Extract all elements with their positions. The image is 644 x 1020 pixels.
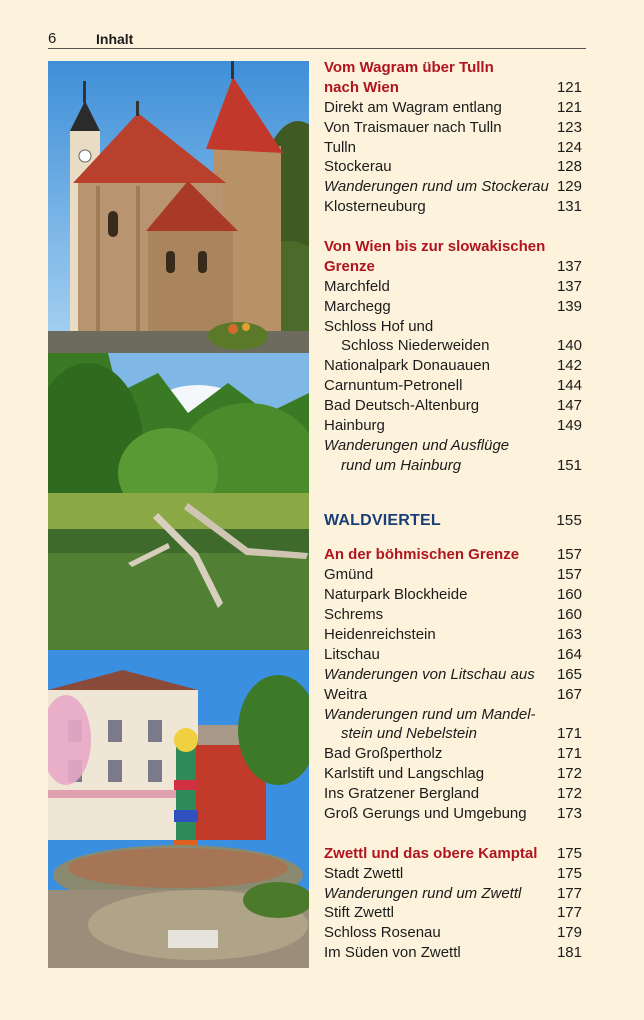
toc-page-number: 147: [556, 397, 582, 415]
toc-page-number: 155: [556, 511, 582, 529]
toc-entry[interactable]: [324, 903, 582, 923]
toc-entry[interactable]: [324, 585, 582, 605]
toc-heading[interactable]: [324, 237, 582, 257]
toc-entry[interactable]: [324, 764, 582, 784]
toc-entry[interactable]: [324, 98, 582, 118]
toc-page-number: 149: [556, 417, 582, 435]
toc-entry-label: An der böhmischen Grenze: [324, 546, 520, 564]
toc-page-number: 151: [556, 456, 582, 474]
toc-entry-label: Schloss Hof und: [324, 317, 434, 335]
toc-entry[interactable]: [324, 456, 582, 476]
toc-entry-label: Von Wien bis zur slowakischen: [324, 238, 546, 256]
toc-entry-label: Stadt Zwettl: [324, 864, 404, 882]
toc-entry-label: Tulln: [324, 138, 356, 156]
toc-page-number: 160: [556, 586, 582, 604]
toc-entry[interactable]: [324, 724, 582, 744]
toc-page-number: 137: [556, 277, 582, 295]
toc-entry[interactable]: [324, 118, 582, 138]
toc-region-heading[interactable]: [324, 506, 582, 535]
toc-page-number: 165: [556, 665, 582, 683]
toc-entry-label: rund um Hainburg: [341, 456, 462, 474]
church-photo: [48, 61, 309, 353]
toc-page-number: 129: [556, 178, 582, 196]
toc-page-number: 172: [556, 765, 582, 783]
toc-entry[interactable]: [324, 943, 582, 963]
toc-page-number: 164: [556, 645, 582, 663]
toc-entry-label: Grenze: [324, 257, 375, 275]
toc-entry[interactable]: [324, 436, 582, 456]
page-number: 6: [48, 30, 57, 47]
toc-page-number: 139: [556, 297, 582, 315]
toc-entry-label: stein und Nebelstein: [341, 725, 477, 743]
section-title: Inhalt: [96, 31, 134, 47]
toc-entry-label: Schloss Rosenau: [324, 924, 441, 942]
toc-entry[interactable]: [324, 317, 582, 337]
toc-entry-label: Vom Wagram über Tulln: [324, 59, 494, 76]
toc-entry-label: Stift Zwettl: [324, 904, 395, 922]
page-header: [48, 30, 586, 49]
toc-entry[interactable]: [324, 665, 582, 685]
toc-entry[interactable]: [324, 784, 582, 804]
toc-entry[interactable]: [324, 197, 582, 217]
toc-page-number: 171: [556, 745, 582, 763]
toc-entry-label: Klosterneuburg: [324, 198, 426, 216]
toc-entry-label: Von Traismauer nach Tulln: [324, 118, 502, 136]
toc-page-number: 121: [556, 78, 582, 96]
toc-page-number: 181: [556, 944, 582, 962]
toc-page-number: 123: [556, 118, 582, 136]
toc-page-number: 140: [556, 337, 582, 355]
toc-entry-label: Heidenreichstein: [324, 625, 436, 643]
toc-entry[interactable]: [324, 645, 582, 665]
toc-entry[interactable]: [324, 138, 582, 158]
toc-page-number: 173: [556, 804, 582, 822]
toc-entry[interactable]: [324, 177, 582, 197]
toc-entry[interactable]: [324, 884, 582, 904]
toc-entry[interactable]: [324, 705, 582, 725]
toc-entry[interactable]: [324, 157, 582, 177]
toc-page-number: 163: [556, 625, 582, 643]
toc-entry-label: Gmünd: [324, 566, 374, 584]
table-of-contents: [324, 58, 582, 963]
toc-entry-label: Naturpark Blockheide: [324, 586, 468, 604]
toc-heading[interactable]: [324, 844, 582, 864]
toc-page-number: 157: [556, 546, 582, 564]
toc-entry[interactable]: [324, 565, 582, 585]
toc-entry-label: Schrems: [324, 606, 384, 624]
toc-entry[interactable]: [324, 864, 582, 884]
toc-page-number: 121: [556, 98, 582, 116]
toc-entry[interactable]: [324, 277, 582, 297]
toc-page-number: 142: [556, 357, 582, 375]
toc-entry[interactable]: [324, 923, 582, 943]
toc-entry-label: Litschau: [324, 645, 380, 663]
toc-heading[interactable]: [324, 58, 582, 78]
toc-page-number: 144: [556, 377, 582, 395]
toc-page-number: 171: [556, 725, 582, 743]
toc-entry-label: Weitra: [324, 685, 368, 703]
toc-entry[interactable]: [324, 804, 582, 824]
toc-entry-label: Bad Deutsch-Altenburg: [324, 397, 480, 415]
toc-entry-label: Karlstift und Langschlag: [324, 765, 485, 783]
toc-entry-label: Schloss Niederweiden: [341, 337, 490, 355]
toc-page-number: 177: [556, 904, 582, 922]
toc-entry-label: Wanderungen rund um Mandel-: [324, 705, 536, 723]
toc-page-number: 172: [556, 785, 582, 803]
toc-page-number: 167: [556, 685, 582, 703]
toc-entry[interactable]: [324, 416, 582, 436]
toc-entry-label: Wanderungen rund um Zwettl: [324, 884, 522, 902]
toc-entry-label: Marchfeld: [324, 277, 390, 295]
toc-entry-label: Groß Gerungs und Umgebung: [324, 804, 527, 822]
toc-entry[interactable]: [324, 356, 582, 376]
toc-entry-label: Im Süden von Zwettl: [324, 944, 461, 962]
toc-entry[interactable]: [324, 744, 582, 764]
toc-page-number: 179: [556, 924, 582, 942]
toc-page-number: 175: [556, 844, 582, 862]
toc-entry-label: Direkt am Wagram entlang: [324, 98, 502, 116]
toc-heading[interactable]: [324, 78, 582, 98]
toc-entry-label: Wanderungen von Litschau aus: [324, 665, 535, 683]
toc-entry[interactable]: [324, 605, 582, 625]
toc-entry-label: Stockerau: [324, 158, 392, 176]
toc-heading[interactable]: [324, 257, 582, 277]
toc-page-number: 131: [556, 198, 582, 216]
toc-entry[interactable]: [324, 297, 582, 317]
riverside-forest-photo: [48, 353, 309, 650]
toc-entry-label: Bad Großpertholz: [324, 745, 443, 763]
toc-heading[interactable]: [324, 545, 582, 565]
toc-entry-label: Hainburg: [324, 417, 385, 435]
toc-entry-label: Wanderungen und Ausflüge: [324, 436, 510, 454]
toc-page-number: 137: [556, 257, 582, 275]
toc-entry-label: WALDVIERTEL: [324, 511, 441, 529]
toc-entry[interactable]: [324, 685, 582, 705]
toc-page-number: 128: [556, 158, 582, 176]
hundertwasser-fountain-photo: [48, 650, 309, 968]
toc-entry[interactable]: [324, 625, 582, 645]
toc-entry-label: Carnuntum-Petronell: [324, 377, 463, 395]
toc-entry-label: Ins Gratzener Bergland: [324, 785, 480, 803]
toc-entry[interactable]: [324, 376, 582, 396]
toc-page-number: 124: [556, 138, 582, 156]
toc-entry-label: Nationalpark Donauauen: [324, 357, 490, 375]
toc-entry-label: Marchegg: [324, 297, 391, 315]
toc-entry-label: nach Wien: [324, 78, 399, 96]
toc-page-number: 175: [556, 864, 582, 882]
toc-entry-label: Zwettl und das obere Kamptal: [324, 844, 538, 862]
toc-page-number: 157: [556, 566, 582, 584]
toc-page-number: 160: [556, 606, 582, 624]
toc-entry[interactable]: [324, 396, 582, 416]
toc-entry[interactable]: [324, 336, 582, 356]
toc-page-number: 177: [556, 884, 582, 902]
toc-entry-label: Wanderungen rund um Stockerau: [324, 178, 549, 196]
